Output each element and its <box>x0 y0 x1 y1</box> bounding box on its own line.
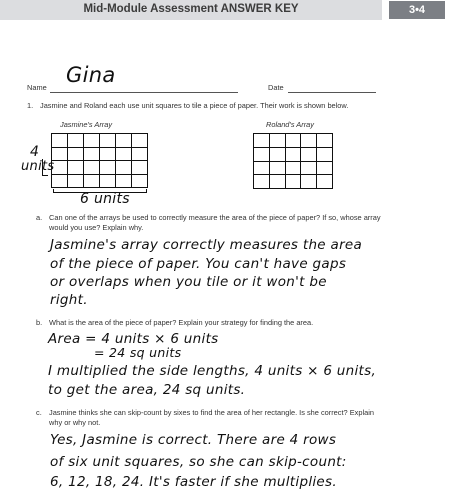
part-a-answer-line4: right. <box>50 292 88 308</box>
roland-array-caption: Roland's Array <box>266 120 314 129</box>
part-a-question-line2: would you use? Explain why. <box>49 223 144 232</box>
jasmine-unit-square <box>84 175 100 189</box>
roland-unit-square <box>317 148 333 162</box>
part-a-answer-line3: or overlaps when you tile or it won't be <box>50 274 327 290</box>
side-length-units: units <box>21 159 55 174</box>
roland-unit-square <box>301 148 317 162</box>
jasmine-array <box>51 133 148 188</box>
name-line <box>50 92 238 93</box>
page-title: Mid-Module Assessment ANSWER KEY <box>83 3 299 15</box>
roland-unit-square <box>270 162 286 176</box>
jasmine-unit-square <box>116 161 132 175</box>
part-c-question-line2: why or why not. <box>49 418 101 427</box>
roland-array <box>253 133 333 189</box>
roland-unit-square <box>317 162 333 176</box>
jasmine-unit-square <box>68 175 84 189</box>
part-b-answer-line3: I multiplied the side lengths, 4 units × 6 units, <box>48 363 377 379</box>
part-a-letter: a. <box>36 213 43 222</box>
question-number: 1. <box>27 101 34 110</box>
part-b-answer-line1: Area = 4 units × 6 units <box>48 331 219 347</box>
roland-unit-square <box>286 148 302 162</box>
roland-unit-square <box>286 175 302 189</box>
jasmine-unit-square <box>132 134 148 148</box>
side-length-number: 4 <box>30 144 40 160</box>
jasmine-unit-square <box>132 175 148 189</box>
student-name: Gina <box>66 63 116 87</box>
roland-unit-square <box>270 134 286 148</box>
part-c-letter: c. <box>36 408 42 417</box>
date-label: Date <box>268 83 284 92</box>
roland-unit-square <box>254 162 270 176</box>
roland-unit-square <box>254 175 270 189</box>
part-b-answer-line2: = 24 sq units <box>94 345 182 360</box>
part-a-answer-line2: of the piece of paper. You can't have gaps <box>50 256 347 272</box>
roland-unit-square <box>270 148 286 162</box>
part-c-answer-line3: 6, 12, 18, 24. It's faster if she multiplies. <box>50 474 337 490</box>
part-c-question-line1: Jasmine thinks she can skip-count by sixes to find the area of her rectangle. Is she correct? Explain <box>49 408 374 417</box>
jasmine-unit-square <box>52 175 68 189</box>
roland-unit-square <box>317 175 333 189</box>
module-badge: 3•4 <box>389 1 445 19</box>
jasmine-unit-square <box>84 134 100 148</box>
side-bracket <box>42 159 48 176</box>
jasmine-unit-square <box>132 148 148 162</box>
roland-unit-square <box>286 134 302 148</box>
part-a-answer-line1: Jasmine's array correctly measures the area <box>50 237 363 253</box>
jasmine-array-caption: Jasmine's Array <box>60 120 113 129</box>
jasmine-unit-square <box>100 161 116 175</box>
roland-unit-square <box>286 162 302 176</box>
jasmine-unit-square <box>100 134 116 148</box>
part-c-answer-line1: Yes, Jasmine is correct. There are 4 rows <box>50 432 337 448</box>
jasmine-unit-square <box>100 175 116 189</box>
date-line <box>288 92 376 93</box>
roland-unit-square <box>254 134 270 148</box>
jasmine-unit-square <box>84 148 100 162</box>
part-c-answer-line2: of six unit squares, so she can skip-count: <box>50 454 347 470</box>
jasmine-unit-square <box>116 134 132 148</box>
jasmine-unit-square <box>84 161 100 175</box>
jasmine-unit-square <box>68 161 84 175</box>
jasmine-unit-square <box>132 161 148 175</box>
part-b-letter: b. <box>36 318 43 327</box>
question-text: Jasmine and Roland each use unit squares to tile a piece of paper. Their work is shown below. <box>40 101 349 110</box>
part-a-question-line1: Can one of the arrays be used to correctly measure the area of the piece of paper? If so, whose array <box>49 213 381 222</box>
roland-unit-square <box>301 162 317 176</box>
jasmine-unit-square <box>116 175 132 189</box>
roland-unit-square <box>254 148 270 162</box>
jasmine-unit-square <box>100 148 116 162</box>
roland-unit-square <box>317 134 333 148</box>
jasmine-unit-square <box>52 134 68 148</box>
jasmine-unit-square <box>68 134 84 148</box>
part-b-question: What is the area of the piece of paper? Explain your strategy for finding the area. <box>49 318 314 327</box>
part-b-answer-line4: to get the area, 24 sq units. <box>48 382 246 398</box>
name-label: Name <box>27 83 47 92</box>
jasmine-unit-square <box>116 148 132 162</box>
bottom-length-label: 6 units <box>80 191 130 207</box>
roland-unit-square <box>301 175 317 189</box>
roland-unit-square <box>270 175 286 189</box>
jasmine-unit-square <box>68 148 84 162</box>
roland-unit-square <box>301 134 317 148</box>
